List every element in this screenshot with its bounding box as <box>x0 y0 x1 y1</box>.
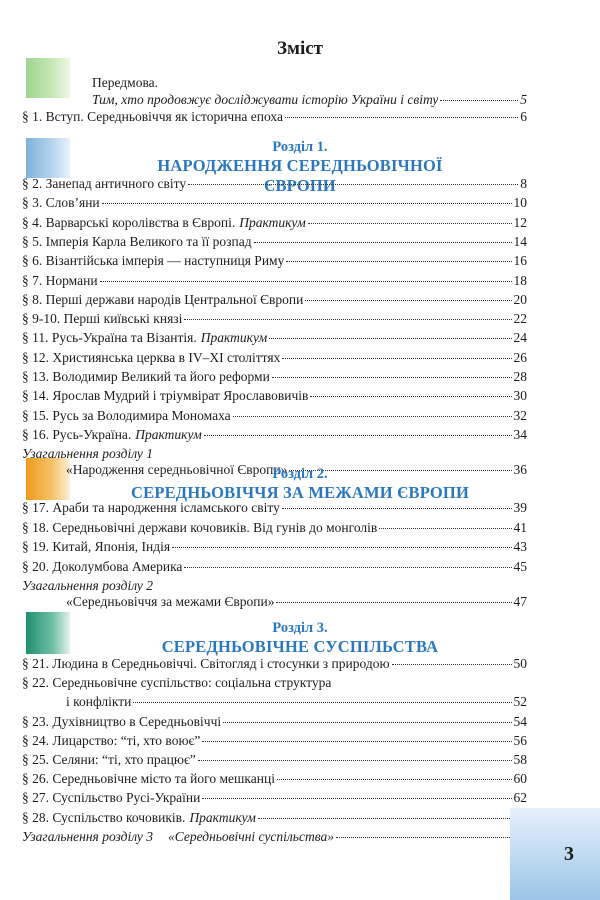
practicum-label: Практикум <box>135 426 202 442</box>
toc-page-number: 60 <box>513 771 527 787</box>
toc-page-number: 12 <box>513 214 527 230</box>
section-title: СЕРЕДНЬОВІЧЧЯ ЗА МЕЖАМИ ЄВРОПИ <box>131 483 469 502</box>
toc-page-number: 41 <box>513 519 527 535</box>
page-number: 3 <box>564 843 574 865</box>
toc-entry[interactable]: § 2. Занепад античного світу 8 <box>22 176 527 191</box>
toc-entry[interactable]: § 20. Доколумбова Америка 45 <box>22 558 527 574</box>
toc-page-number: 24 <box>513 330 527 346</box>
toc-entry[interactable]: § 11. Русь-Україна та Візантія. Практикум 24 <box>22 330 527 346</box>
toc-entry[interactable]: § 7. Нормани 18 <box>22 272 527 288</box>
toc-page-number: 14 <box>513 233 527 249</box>
toc-page-number: 22 <box>513 311 527 327</box>
toc-page-number: 6 <box>520 109 527 124</box>
toc-entry[interactable]: § 19. Китай, Японія, Індія 43 <box>22 539 527 554</box>
toc-entry[interactable]: § 15. Русь за Володимира Мономаха 32 <box>22 407 527 423</box>
toc-entry[interactable]: § 24. Лицарство: “ті, хто воює” 56 <box>22 732 527 748</box>
section-title: НАРОДЖЕННЯ СЕРЕДНЬОВІЧНОЇ ЄВРОПИ <box>157 156 443 195</box>
toc-page-number: 16 <box>513 253 527 269</box>
toc-entry[interactable]: § 21. Людина в Середньовіччі. Світогляд і стосунки з природою 50 <box>22 656 527 671</box>
toc-entry[interactable]: § 14. Ярослав Мудрий і тріумвірат Ярославовичів 30 <box>22 388 527 404</box>
toc-entry[interactable]: § 23. Духівництво в Середньовіччі 54 <box>22 713 527 729</box>
toc-entry[interactable]: § 25. Селяни: “ті, хто працює” 58 <box>22 752 527 767</box>
toc-entry[interactable]: § 12. Християнська церква в IV–XI століттях 26 <box>22 349 527 365</box>
toc-page-number: 47 <box>513 594 527 609</box>
section-heading <box>130 620 470 657</box>
practicum-label: Практикум <box>189 809 256 825</box>
toc-entry[interactable]: § 17. Араби та народження ісламського світу 39 <box>22 500 527 515</box>
toc-entry[interactable]: § 28. Суспільство кочовиків. Практикум <box>22 810 527 826</box>
toc-page-number: 50 <box>513 656 527 671</box>
toc-page-number: 56 <box>513 732 527 748</box>
toc-page-number: 43 <box>513 539 527 554</box>
section-summary-entry[interactable]: «Середньовічні суспільства» <box>168 829 527 845</box>
toc-entry[interactable]: § 8. Перші держави народів Центральної Європи 20 <box>22 291 527 307</box>
toc-page-number: 36 <box>513 462 527 478</box>
page-corner-decoration <box>510 808 600 900</box>
toc-page-number: 5 <box>520 92 527 107</box>
toc-page-number: 54 <box>513 713 527 729</box>
toc-page-number: 32 <box>513 407 527 423</box>
toc-page-number: 45 <box>513 558 527 574</box>
toc-page-number: 52 <box>513 694 527 710</box>
toc-entry[interactable]: § 22. Середньовічне суспільство: соціальна структура <box>22 675 332 691</box>
toc-page-number: 34 <box>513 426 527 442</box>
section-number: Розділ 2. <box>272 466 328 482</box>
section-number: Розділ 3. <box>272 620 328 636</box>
toc-page-number: 26 <box>513 349 527 365</box>
color-marker-intro <box>26 58 70 98</box>
toc-entry[interactable]: § 6. Візантійська імперія — наступниця Риму 16 <box>22 253 527 269</box>
toc-entry[interactable]: § 3. Слов’яни 10 <box>22 195 527 211</box>
toc-entry[interactable]: і конфлікти 52 <box>66 694 527 710</box>
toc-page-number: 8 <box>520 176 527 191</box>
toc-entry[interactable]: § 13. Володимир Великий та його реформи 28 <box>22 369 527 384</box>
toc-entry[interactable]: § 27. Суспільство Русі-України 62 <box>22 790 527 806</box>
toc-entry[interactable]: § 1. Вступ. Середньовіччя як історична епоха 6 <box>22 109 527 124</box>
toc-entry[interactable]: § 26. Середньовічне місто та його мешканці 60 <box>22 771 527 787</box>
toc-page-number: 30 <box>513 388 527 404</box>
preface-label: Передмова. <box>92 75 159 90</box>
toc-page-number: 20 <box>513 291 527 307</box>
section-number: Розділ 1. <box>272 139 328 155</box>
toc-entry[interactable]: § 18. Середньовічні держави кочовиків. Від гунів до монголів 41 <box>22 519 527 535</box>
toc-entry[interactable]: § 9-10. Перші київські князі 22 <box>22 311 527 327</box>
color-marker-section-2 <box>26 458 70 500</box>
color-marker-section-1 <box>26 138 70 178</box>
section-summary-label: Узагальнення розділу 2 <box>22 578 154 593</box>
practicum-label: Практикум <box>200 330 268 346</box>
section-title: СЕРЕДНЬОВІЧНЕ СУСПІЛЬСТВА <box>161 637 439 656</box>
toc-page-number: 58 <box>513 752 527 767</box>
section-summary-entry[interactable]: «Народження середньовічної Європи» 36 <box>66 462 527 478</box>
practicum-label: Практикум <box>239 214 306 230</box>
section-summary-label: Узагальнення розділу 1 <box>22 446 154 462</box>
toc-entry[interactable]: § 4. Варварські королівства в Європі. Практикум 12 <box>22 214 527 230</box>
toc-page-number: 18 <box>513 272 527 288</box>
section-summary-entry[interactable]: «Середньовіччя за межами Європи» 47 <box>66 594 527 609</box>
toc-page-number: 10 <box>513 195 527 211</box>
section-heading <box>130 466 470 503</box>
toc-entry[interactable]: Тим, хто продовжує досліджувати історію України і світу 5 <box>92 92 527 107</box>
section-summary-label: Узагальнення розділу 3 <box>22 828 154 844</box>
toc-entry[interactable]: § 16. Русь-Україна. Практикум 34 <box>22 426 527 442</box>
color-marker-section-3 <box>26 612 70 654</box>
page-title: Зміст <box>276 38 323 59</box>
toc-page-number: 62 <box>513 790 527 806</box>
toc-page-number: 39 <box>513 500 527 515</box>
toc-page-number: 28 <box>513 369 527 384</box>
toc-entry[interactable]: § 5. Імперія Карла Великого та її розпад 14 <box>22 233 527 249</box>
